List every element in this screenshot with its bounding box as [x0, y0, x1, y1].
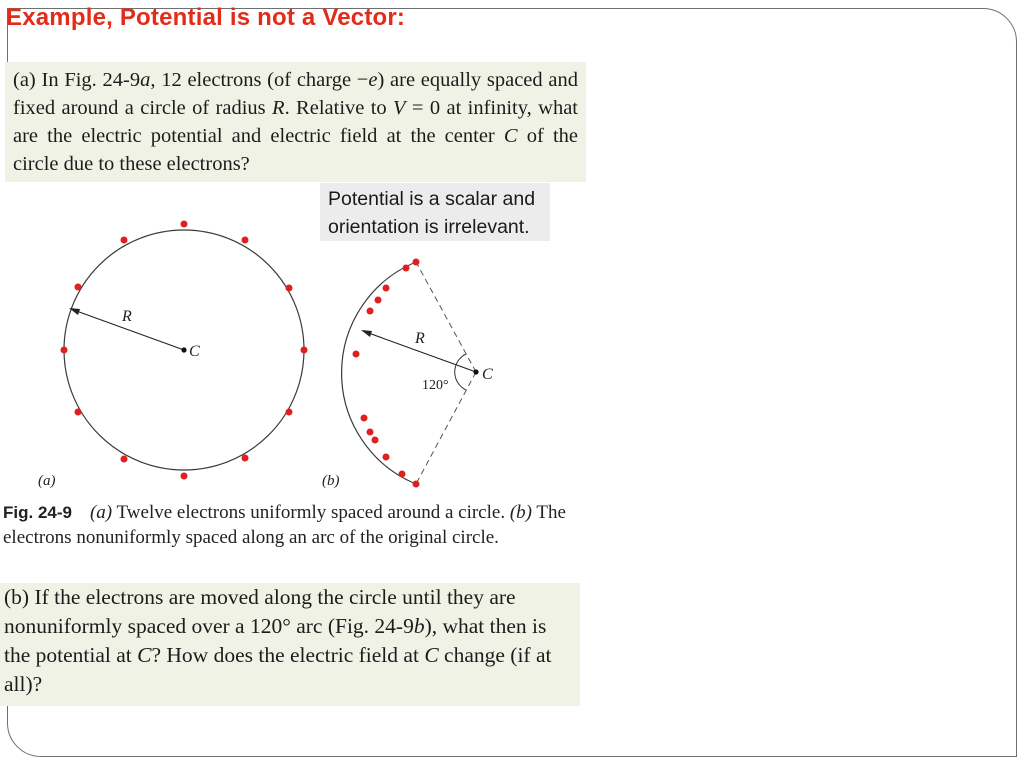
electron: [399, 471, 406, 478]
electron: [383, 454, 390, 461]
figure-b: [322, 259, 493, 490]
caption-text-b: The electrons nonuniformly spaced along an arc of the original circle.: [3, 502, 566, 548]
question-b-text: (b) If the electrons are moved along the circle until they are nonuniformly spaced over a 120° arc (Fig. 24-9b), what then is the potential at C? How does the electric field at C change (if at all)?: [4, 585, 552, 696]
angle-arc-b: [455, 354, 466, 390]
electrons-b: [353, 259, 420, 488]
electron: [121, 237, 128, 244]
label-a: (a): [38, 473, 56, 489]
electron: [403, 265, 410, 272]
callout-line-2: orientation is irrelevant.: [328, 216, 530, 238]
electron: [75, 409, 82, 416]
question-a-text: (a) In Fig. 24-9a, 12 electrons (of charge −e) are equally spaced and fixed around a circle of radius R. Relative to V = 0 at infinity, what are the electric potential and electric field at the center C of the circle due to these electrons?: [13, 69, 578, 175]
label-b: (b): [322, 473, 340, 489]
angle-label-b: 120°: [422, 378, 449, 393]
figure-caption: [3, 500, 578, 550]
callout-line-1: Potential is a scalar and: [328, 188, 536, 210]
caption-text-a: Twelve electrons uniformly spaced around a circle.: [112, 502, 510, 523]
electron: [413, 481, 420, 488]
electron: [413, 259, 420, 266]
caption-fig-label: Fig. 24-9: [3, 503, 72, 522]
caption-part-b: (b): [509, 502, 532, 523]
electron: [367, 429, 374, 436]
callout-box: [320, 183, 550, 241]
electron: [353, 351, 360, 358]
electron: [242, 455, 249, 462]
electron: [286, 409, 293, 416]
radius-label-b: R: [415, 330, 425, 347]
electron: [301, 347, 308, 354]
radius-label-a: R: [122, 308, 132, 325]
center-dot-b: [473, 369, 478, 374]
electron: [286, 285, 293, 292]
arc-b: [342, 262, 416, 484]
center-label-b: C: [482, 366, 493, 383]
center-label-a: C: [189, 343, 200, 360]
slide-title: Example, Potential is not a Vector:: [6, 4, 406, 31]
dashed-edge-top: [416, 262, 476, 372]
electron: [61, 347, 68, 354]
electron: [121, 456, 128, 463]
electron: [383, 285, 390, 292]
electron: [242, 237, 249, 244]
electron: [181, 221, 188, 228]
electron: [372, 437, 379, 444]
electron: [367, 308, 374, 315]
center-dot-a: [181, 347, 186, 352]
figure-a: [38, 221, 308, 490]
radius-arrowhead-b: [361, 330, 372, 337]
electron: [181, 473, 188, 480]
question-a-box: [5, 62, 586, 182]
electron: [375, 297, 382, 304]
question-b-box: [0, 583, 580, 706]
electron: [75, 284, 82, 291]
electron: [361, 415, 368, 422]
caption-part-a: (a): [89, 502, 113, 523]
